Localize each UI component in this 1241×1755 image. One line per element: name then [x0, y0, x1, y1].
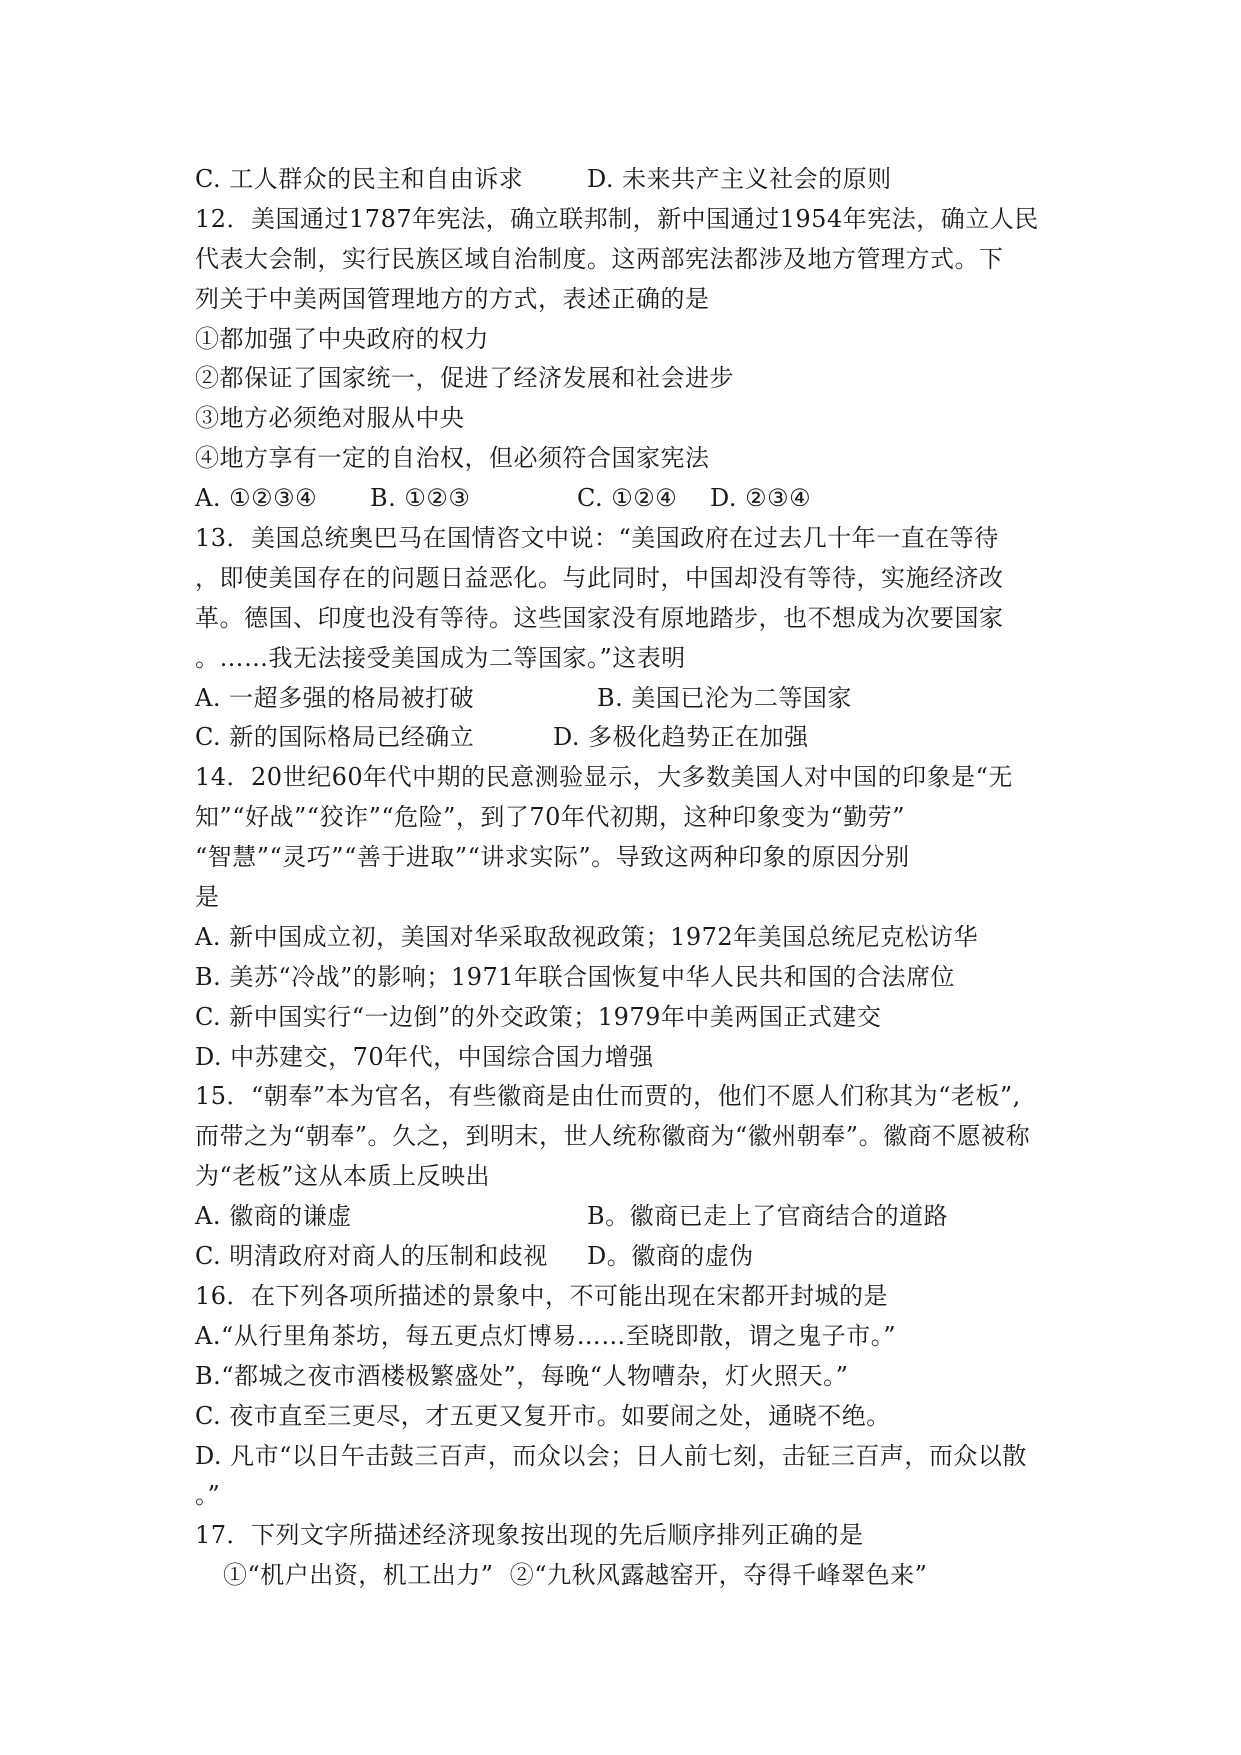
q12-item: ①都加强了中央政府的权力 [195, 324, 489, 353]
q12-item: ③地方必须绝对服从中央 [195, 404, 465, 433]
q17-items: ①“机户出资，机工出力” ②“九秋风露越窑开，夺得千峰翠色来” [223, 1561, 928, 1590]
q16-stem: 16．在下列各项所描述的景象中，不可能出现在宋都开封城的是 [195, 1281, 889, 1310]
q12-item: ②都保证了国家统一，促进了经济发展和社会进步 [195, 364, 734, 393]
q15-options-row [195, 1237, 1065, 1277]
q14-option: A. 新中国成立初，美国对华采取敌视政策；1972年美国总统尼克松访华 [195, 922, 979, 951]
q15-option-b: B。徽商已走上了官商结合的道路 [587, 1202, 949, 1231]
q12-option-b: B. ①②③ [370, 484, 471, 513]
q12-option-c: C. ①②④ [577, 484, 678, 513]
q14-option: D. 中苏建交，70年代，中国综合国力增强 [195, 1042, 654, 1071]
q13-options-row [195, 718, 1065, 758]
q13-option-a: A. 一超多强的格局被打破 [195, 683, 475, 712]
q13-option-c: C. 新的国际格局已经确立 [195, 723, 475, 752]
q15-option-a: A. 徽商的谦虚 [195, 1202, 352, 1231]
q16-option: C. 夜市直至三更尽，才五更又复开市。如要闹之处，通晓不绝。 [195, 1401, 891, 1430]
q13-stem-line: 革。德国、印度也没有等待。这些国家没有原地踏步，也不想成为次要国家 [195, 603, 1004, 632]
q13-stem-line: ，即使美国存在的问题日益恶化。与此同时，中国却没有等待，实施经济改 [195, 563, 1004, 592]
q15-option-d: D。徽商的虚伪 [587, 1242, 754, 1271]
q16-option: B.“都城之夜市酒楼极繁盛处”，每晚“人物嘈杂，灯火照天。” [195, 1361, 849, 1390]
q15-stem-line: 为“老板”这从本质上反映出 [195, 1162, 491, 1191]
q13-option-b: B. 美国已沦为二等国家 [597, 683, 852, 712]
q14-stem-line: “智慧”“灵巧”“善于进取”“讲求实际”。导致这两种印象的原因分别 [195, 843, 910, 872]
q12-option-a: A. ①②③④ [195, 484, 318, 513]
q15-stem-line: 而带之为“朝奉”。久之，到明末，世人统称徽商为“徽州朝奉”。徽商不愿被称 [195, 1122, 1031, 1151]
q12-item: ④地方享有一定的自治权，但必须符合国家宪法 [195, 444, 710, 473]
q16-option: A.“从行里角茶坊，每五更点灯博易……至晓即散，谓之鬼子市。” [195, 1321, 896, 1350]
q14-stem-line: 是 [195, 883, 220, 912]
q12-option-d: D. ②③④ [710, 484, 812, 513]
q13-stem-line: 13．美国总统奥巴马在国情咨文中说：“美国政府在过去几十年一直在等待 [195, 524, 999, 553]
q16-option: D. 凡市“以日午击鼓三百声，而众以会；日人前七刻，击钲三百声，而众以散 [195, 1441, 1027, 1470]
q12-stem-line: 12．美国通过1787年宪法，确立联邦制，新中国通过1954年宪法，确立人民 [195, 204, 1039, 233]
q12-stem-line: 代表大会制，实行民族区域自治制度。这两部宪法都涉及地方管理方式。下 [195, 244, 1004, 273]
q14-option: B. 美苏“冷战”的影响；1971年联合国恢复中华人民共和国的合法席位 [195, 962, 956, 991]
q14-stem-line: 知”“好战”“狡诈”“危险”，到了70年代初期，这种印象变为“勤劳” [195, 803, 905, 832]
q13-stem-line: 。……我无法接受美国成为二等国家。”这表明 [195, 643, 686, 672]
q12-options-row [195, 479, 1065, 519]
exam-page [195, 160, 1065, 1596]
q13-option-d: D. 多极化趋势正在加强 [553, 723, 809, 752]
q14-stem-line: 14．20世纪60年代中期的民意测验显示，大多数美国人对中国的印象是“无 [195, 763, 1013, 792]
q15-stem-line: 15．“朝奉”本为官名，有些徽商是由仕而贾的，他们不愿人们称其为“老板”, [195, 1082, 1021, 1111]
q13-options-row [195, 679, 1065, 719]
q11-option-c: C. 工人群众的民主和自由诉求 [195, 165, 524, 193]
q15-option-c: C. 明清政府对商人的压制和歧视 [195, 1242, 548, 1271]
q11-option-d: D. 未来共产主义社会的原则 [587, 165, 892, 193]
q15-options-row [195, 1197, 1065, 1237]
q11-options-row [195, 160, 1065, 200]
q14-option: C. 新中国实行“一边倒”的外交政策；1979年中美两国正式建交 [195, 1002, 882, 1031]
q16-option-continuation: 。” [195, 1481, 221, 1510]
q12-stem-line: 列关于中美两国管理地方的方式，表述正确的是 [195, 284, 710, 313]
q17-stem: 17．下列文字所描述经济现象按出现的先后顺序排列正确的是 [195, 1521, 864, 1550]
